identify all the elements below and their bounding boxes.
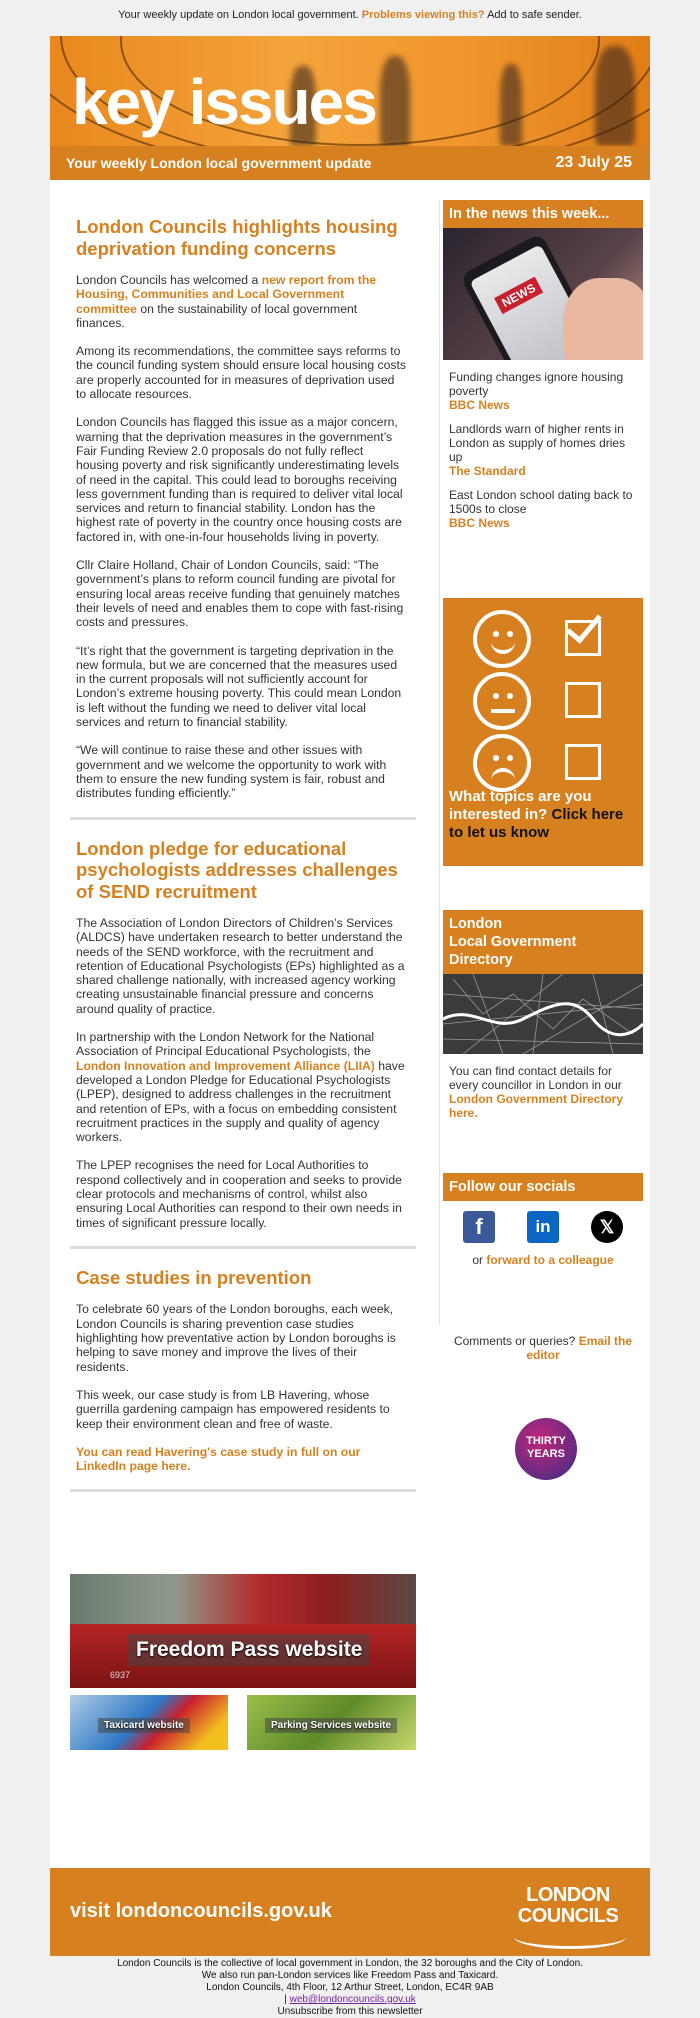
forward-line: or forward to a colleague <box>472 1253 614 1267</box>
report-link[interactable]: new report from the Housing, Communities and Local Government committee <box>76 273 377 316</box>
survey-cta: Click here to let us know <box>449 806 624 841</box>
preheader-text: Your weekly update on London local government. <box>118 9 359 21</box>
logo-swoosh-icon <box>514 1925 626 1949</box>
happy-face-icon <box>473 610 531 668</box>
news-badge: NEWS <box>494 277 543 314</box>
article-paragraph: London Councils has flagged this issue as a major concern, warning that the deprivation measures in the government’s Fair Funding Review 2.0 proposals do not fully reflect housing poverty and risk significantly underestimating levels of need in the capital. This could lead to boroughs receiving less government funding than is required to deliver vital local services and return to financial stability. London has the highest rate of poverty in the country once housing costs are factored in, with one-in-four households living in poverty. <box>76 415 403 544</box>
news-item[interactable]: Landlords warn of higher rents in London as supply of homes dries up The Standard <box>449 422 637 478</box>
key-issues-title: key issues <box>72 66 376 138</box>
email-body <box>50 0 650 2018</box>
directory-panel[interactable] <box>443 910 643 1130</box>
article-title[interactable]: London Councils highlights housing deprivation funding concerns <box>76 216 398 259</box>
article-paragraph: Cllr Claire Holland, Chair of London Councils, said: “The government’s plans to reform council funding are pivotal for ensuring local areas receive funding that genuinely matches their levels of need and enables them to cope with fast-rising costs and pressures. <box>76 558 404 630</box>
column-divider <box>439 200 440 1325</box>
socials-heading: Follow our socials <box>443 1173 643 1201</box>
article-paragraph: The LPEP recognises the need for Local Authorities to respond collectively and in cooperation and seeks to provide clear protocols and mechanisms of control, whilst also ensuring Local Authorities can respond to their own needs in times of significant pressure locally. <box>76 1158 402 1230</box>
directory-text: You can find contact details for every councillor in London in our London Government Directory here. <box>449 1064 624 1120</box>
article-housing <box>70 200 416 815</box>
thirty-years-logo: THIRTY YEARS <box>515 1418 577 1480</box>
comments-block: Comments or queries? Email the editor <box>453 1334 633 1362</box>
liia-link[interactable]: London Innovation and Improvement Alliance (LIIA) <box>76 1058 375 1073</box>
hand-icon <box>563 278 643 360</box>
article-paragraph: “We will continue to raise these and other issues with government and we welcome the opportunity to work with them to ensure the new funding system is fair, robust and distributes funding efficiently.” <box>76 743 387 801</box>
havering-case-study-link[interactable]: You can read Havering's case study in full on our LinkedIn page here. <box>76 1444 361 1474</box>
divider <box>70 817 416 820</box>
taxicard-banner[interactable] <box>70 1695 228 1750</box>
article-case-studies <box>70 1251 416 1487</box>
news-phone-image <box>443 228 643 360</box>
taxicard-label: Taxicard website <box>98 1718 190 1733</box>
article-title[interactable]: Case studies in prevention <box>76 1266 312 1288</box>
footer-banner[interactable] <box>50 1868 650 1956</box>
issue-date: 23 July 25 <box>555 154 632 171</box>
linkedin-icon[interactable]: in <box>527 1211 559 1243</box>
directory-heading: London Local Government Directory <box>443 910 643 974</box>
x-twitter-icon[interactable]: 𝕏 <box>591 1211 623 1243</box>
bus-number: 6937 <box>110 1670 131 1680</box>
news-panel <box>443 200 643 540</box>
article-paragraph: This week, our case study is from LB Havering, whose guerrilla gardening campaign has empowered residents to keep their environment clean and free of waste. <box>76 1387 390 1431</box>
article-paragraph: “It’s right that the government is targeting deprivation in the new formula, but we are concerned that the measures used in the current proposals will not sufficiently account for London’s extreme housing poverty. This could mean London is left without the funding we need to deliver vital local services and return to financial stability. <box>76 643 402 730</box>
freedom-pass-banner[interactable] <box>70 1574 416 1688</box>
article-paragraph: To celebrate 60 years of the London boroughs, each week, London Councils is sharing prevention case studies highlighting how preventative action by London boroughs is helping to save money and improve the lives of their residents. <box>76 1302 396 1374</box>
article-title[interactable]: London pledge for educational psychologists addresses challenges of SEND recruitment <box>76 837 398 902</box>
safe-sender-text: Add to safe sender. <box>487 9 582 21</box>
article-psychologists <box>70 822 416 1244</box>
empty-box-icon <box>565 682 601 718</box>
socials-panel <box>443 1173 643 1267</box>
divider <box>70 1246 416 1249</box>
forward-link[interactable]: forward to a colleague <box>486 1253 614 1267</box>
survey-graphic <box>443 598 643 788</box>
tagline: Your weekly London local government update <box>66 155 372 171</box>
main-column <box>70 200 416 1494</box>
news-source: The Standard <box>449 464 526 478</box>
sad-face-icon <box>473 734 531 792</box>
unsubscribe-link[interactable]: Unsubscribe from this newsletter <box>277 2006 423 2017</box>
parking-label: Parking Services website <box>265 1718 397 1733</box>
survey-panel[interactable] <box>443 598 643 866</box>
email-editor-link[interactable]: Email the editor <box>526 1334 633 1362</box>
problems-viewing-link[interactable]: Problems viewing this? <box>361 9 485 21</box>
news-heading: In the news this week... <box>443 200 643 228</box>
freedom-pass-label: Freedom Pass website <box>128 1634 370 1666</box>
news-source: BBC News <box>449 516 510 530</box>
london-map-icon <box>443 974 643 1054</box>
article-paragraph: London Councils has welcomed a new report from the Housing, Communities and Local Government committee on the sustainability of local government finances. <box>76 273 377 330</box>
london-councils-logo: LONDON COUNCILS <box>517 1884 619 1927</box>
article-paragraph: Among its recommendations, the committee says reforms to the council funding system should ensure local housing costs are properly accounted for in measures of deprivation used to allocate resources. <box>76 344 406 402</box>
footer-fine-print: London Councils is the collective of local government in London, the 32 boroughs and the City of London. We also run pan-London services like Freedom Pass and Taxicard. London Councils, 4th Floor, 12 Arthur Street, London, EC4R 9AB | web@londoncouncils.gov.uk Unsubscribe from this newsletter <box>50 1956 650 2018</box>
parking-banner[interactable] <box>247 1695 416 1750</box>
facebook-icon[interactable]: f <box>463 1211 495 1243</box>
empty-box-icon <box>565 744 601 780</box>
neutral-face-icon <box>473 672 531 730</box>
news-item[interactable]: East London school dating back to 1500s to close BBC News <box>449 488 637 530</box>
article-paragraph: The Association of London Directors of Children’s Services (ALDCS) have undertaken research to better understand the needs of the SEND workforce, with the recruitment and retention of Educational Psychologists (EPs) highlighted as a shared challenge nationally, with increased agency working creating unsustainable financial pressure and concerns around quality of practice. <box>76 916 405 1016</box>
footer-email-link[interactable]: web@londoncouncils.gov.uk <box>289 1994 416 2005</box>
header-band <box>50 146 650 180</box>
news-source: BBC News <box>449 398 510 412</box>
visit-website-link[interactable]: visit londoncouncils.gov.uk <box>70 1900 332 1922</box>
hero-banner <box>50 36 650 146</box>
survey-text[interactable]: What topics are you interested in? Click here to let us know <box>449 788 624 841</box>
directory-link[interactable]: London Government Directory here. <box>449 1092 624 1120</box>
divider <box>70 1489 416 1492</box>
preheader <box>50 0 650 36</box>
news-item[interactable]: Funding changes ignore housing poverty BBC News <box>449 370 637 412</box>
article-paragraph: In partnership with the London Network for the National Association of Principal Educational Psychologists, the London Innovation and Improvement Alliance (LIIA) have developed a London Pledge for Educational Psychologists (LPEP), designed to address challenges in the recruitment and retention of EPs, with a focus on embedding consistent recruitment practices in the supply and quality of agency workers. <box>76 1030 405 1145</box>
